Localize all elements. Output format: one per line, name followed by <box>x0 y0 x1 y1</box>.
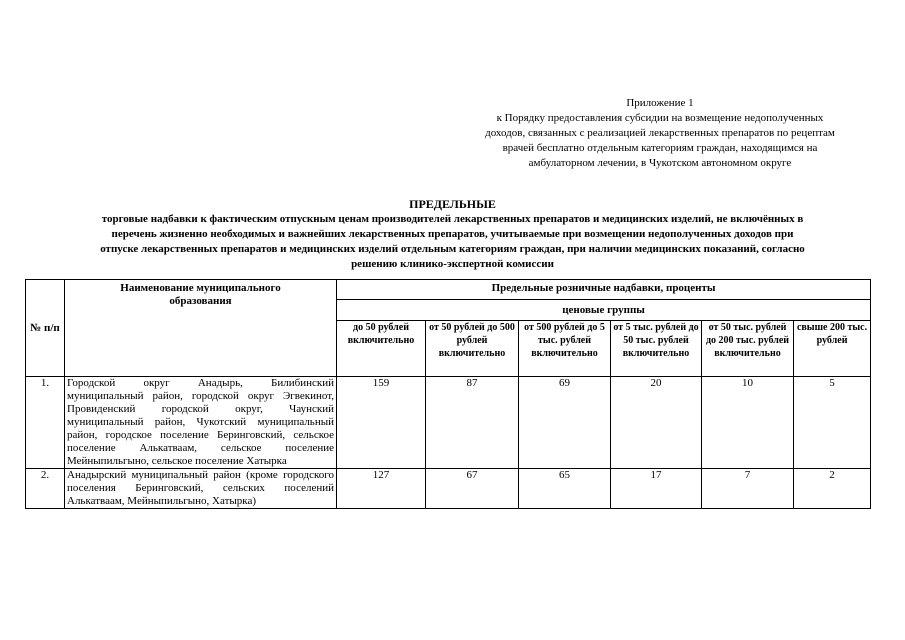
title-subtitle <box>30 212 875 272</box>
markup-value: 69 <box>519 377 611 469</box>
markup-value: 7 <box>702 469 794 509</box>
document-title <box>30 197 875 272</box>
price-group-header: от 50 рублей до 500 рублей включительно <box>426 321 519 377</box>
header-price-groups: ценовые группы <box>337 300 871 321</box>
title-sub-line: торговые надбавки к фактическим отпускным ценам производителей лекарственных препаратов и медицинских изделий, не включённых в <box>101 213 804 225</box>
municipality-name: Городской округ Анадырь, Билибинский муниципальный район, городской округ Эгвекинот, Провиденский городской округ, Чаунский муниципальный район, Чукотский муниципальный район, городское поселение Беринговский, сельское поселение Алькатваам, сельское поселение Мейныпильгыно, сельское поселение Хатырка <box>65 377 337 469</box>
price-group-header: свыше 200 тыс. рублей <box>794 321 871 377</box>
header-markups: Предельные розничные надбавки, проценты <box>337 280 871 300</box>
price-group-header: от 500 рублей до 5 тыс. рублей включительно <box>519 321 611 377</box>
markup-value: 127 <box>337 469 426 509</box>
price-group-header: от 50 тыс. рублей до 200 тыс. рублей включительно <box>702 321 794 377</box>
title-main: ПРЕДЕЛЬНЫЕ <box>409 197 496 211</box>
table-row <box>26 377 871 469</box>
markups-table <box>25 279 871 509</box>
price-group-header: до 50 рублей включительно <box>337 321 426 377</box>
municipality-name: Анадырский муниципальный район (кроме городского поселения Беринговский, сельских поселений Алькатваам, Мейныпильгыно, Хатырка) <box>65 469 337 509</box>
appendix-line: доходов, связанных с реализацией лекарственных препаратов по рецептам <box>485 127 835 139</box>
appendix-header <box>440 96 880 171</box>
row-number: 1. <box>26 377 65 469</box>
markup-value: 10 <box>702 377 794 469</box>
header-municipality: Наименование муниципального образования <box>65 280 337 377</box>
markup-value: 65 <box>519 469 611 509</box>
row-number: 2. <box>26 469 65 509</box>
title-sub-line: перечень жизненно необходимых и важнейших лекарственных препаратов, учитываемые при возмещении недополученных доходов при <box>111 228 794 240</box>
price-group-header: от 5 тыс. рублей до 50 тыс. рублей включительно <box>611 321 702 377</box>
markup-value: 2 <box>794 469 871 509</box>
appendix-line: врачей бесплатно отдельным категориям граждан, находящимся на <box>502 142 818 154</box>
table-row <box>26 469 871 509</box>
markup-value: 159 <box>337 377 426 469</box>
markup-value: 67 <box>426 469 519 509</box>
markup-value: 87 <box>426 377 519 469</box>
header-number: № п/п <box>26 280 65 377</box>
appendix-line: Приложение 1 <box>626 97 694 109</box>
appendix-line: амбулаторном лечении, в Чукотском автономном округе <box>528 157 792 169</box>
title-sub-line: отпуске лекарственных препаратов и медицинских изделий отдельным категориям граждан, при наличии медицинских показаний, согласно <box>100 243 805 255</box>
markup-value: 5 <box>794 377 871 469</box>
markup-value: 17 <box>611 469 702 509</box>
markup-value: 20 <box>611 377 702 469</box>
appendix-line: к Порядку предоставления субсидии на возмещение недополученных <box>496 112 824 124</box>
title-sub-line: решению клинико-экспертной комиссии <box>351 258 554 270</box>
